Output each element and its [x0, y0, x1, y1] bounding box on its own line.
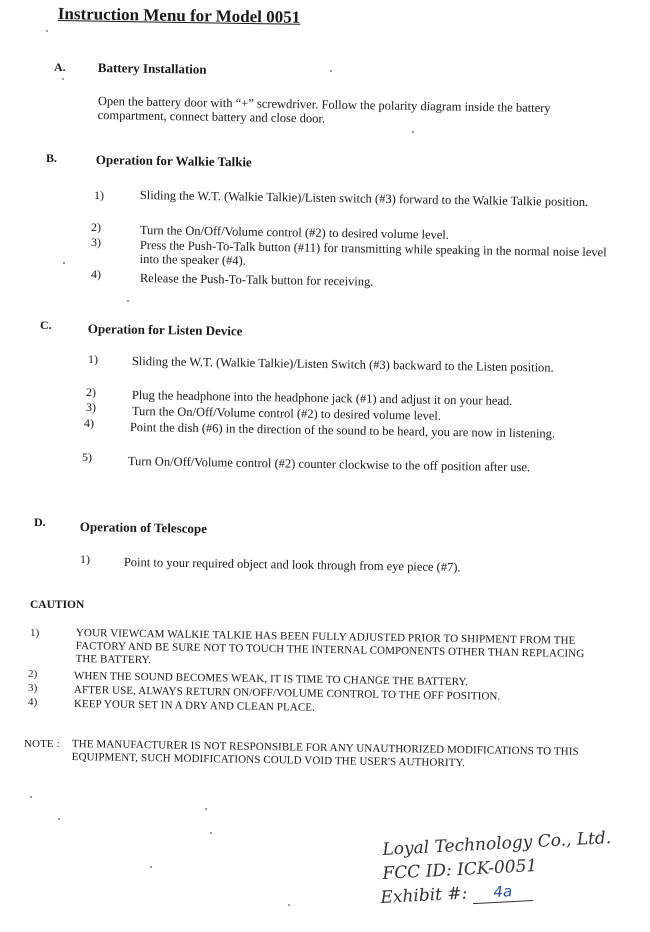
section-d-item-1-text: Point to your required object and look through from eye piece (#7). — [123, 555, 461, 575]
section-d-letter: D. — [34, 515, 46, 529]
scan-speck — [205, 808, 207, 810]
section-b-item-1-text: Sliding the W.T. (Walkie Talkie)/Listen switch (#3) forward to the Walkie Talkie position. — [139, 188, 589, 210]
section-a-letter: A. — [54, 60, 66, 74]
section-a-paragraph: Open the battery door with “+” screwdriver. Follow the polarity diagram inside the battery compartment, connect battery and close door. — [97, 94, 551, 126]
scan-speck — [127, 300, 129, 302]
caution-item-2-text: WHEN THE SOUND BECOMES WEAK, IT IS TIME TO CHANGE THE BATTERY. — [73, 670, 469, 689]
section-b-heading: Operation for Walkie Talkie — [95, 152, 252, 170]
section-c-item-2-text: Plug the headphone into the headphone jack (#1) and adjust it on your head. — [131, 388, 513, 408]
section-b-item-4-num: 4) — [91, 267, 101, 281]
scan-speck — [412, 131, 414, 133]
section-c-item-1-num: 1) — [88, 352, 98, 366]
section-d-item-1-num: 1) — [80, 552, 90, 566]
document-title: Instruction Menu for Model 0051 — [57, 4, 301, 27]
section-c-item-3-num: 3) — [86, 400, 96, 414]
section-b-letter: B. — [46, 151, 58, 165]
section-c-item-5-text: Turn On/Off/Volume control (#2) counter clockwise to the off position after use. — [127, 454, 531, 475]
scan-speck — [58, 818, 60, 820]
scan-speck — [30, 796, 32, 798]
scan-speck — [150, 866, 152, 868]
caution-item-4-text: KEEP YOUR SET IN A DRY AND CLEAN PLACE. — [73, 698, 316, 714]
stamp-exhibit — [380, 880, 533, 909]
caution-item-2-num: 2) — [28, 668, 38, 680]
scan-speck — [330, 70, 332, 72]
scan-speck — [63, 262, 65, 264]
note-label: NOTE : — [24, 738, 60, 750]
caution-item-4-num: 4) — [28, 696, 38, 708]
section-c-heading: Operation for Listen Device — [87, 321, 243, 339]
scan-speck — [210, 832, 212, 834]
caution-item-1-num: 1) — [30, 627, 40, 639]
section-b-item-3-text: Press the Push-To-Talk button (#11) for transmitting while speaking in the normal noise level into the speaker (#4). — [139, 238, 607, 268]
caution-item-3-text: AFTER USE, ALWAYS RETURN ON/OFF/VOLUME CONTROL TO THE OFF POSITION. — [73, 684, 501, 703]
stamp-exhibit-value: 4a — [492, 882, 513, 902]
section-c-item-5-num: 5) — [82, 450, 92, 464]
section-b-item-2-text: Turn the On/Off/Volume control (#2) to desired volume level. — [139, 223, 450, 242]
section-b-item-2-num: 2) — [91, 220, 101, 234]
section-c-item-1-text: Sliding the W.T. (Walkie Talkie)/Listen Switch (#3) backward to the Listen position. — [131, 354, 554, 375]
scan-speck — [46, 30, 48, 32]
caution-item-3-num: 3) — [28, 682, 38, 694]
caution-item-1-text: YOUR VIEWCAM WALKIE TALKIE HAS BEEN FULLY ADJUSTED PRIOR TO SHIPMENT FROM THE FACTORY AND BE SURE NOT TO TOUCH THE INTERNAL COMPONENTS OTHER THAN REPLACING THE BATTERY. — [75, 627, 585, 667]
caution-heading: CAUTION — [30, 599, 85, 611]
section-d-heading: Operation of Telescope — [79, 519, 208, 536]
section-c-letter: C. — [40, 318, 52, 332]
stamp-company: Loyal Technology Co., Ltd. — [382, 828, 612, 860]
section-b-item-3-num: 3) — [91, 235, 101, 249]
section-b-item-1-num: 1) — [94, 188, 104, 202]
section-c-item-4-num: 4) — [84, 416, 94, 430]
stamp-fcc-id: FCC ID: ICK-0051 — [382, 855, 538, 884]
section-c-item-4-text: Point the dish (#6) in the direction of the sound to be heard, you are now in listening. — [129, 420, 556, 441]
section-c-item-3-text: Turn the On/Off/Volume control (#2) to desired volume level. — [131, 404, 442, 423]
section-a-heading: Battery Installation — [97, 60, 207, 77]
scan-speck — [62, 78, 64, 80]
section-c-item-2-num: 2) — [86, 385, 96, 399]
section-b-item-4-text: Release the Push-To-Talk button for receiving. — [139, 271, 374, 289]
note-text: THE MANUFACTURER IS NOT RESPONSIBLE FOR ANY UNAUTHORIZED MODIFICATIONS TO THIS EQUIPMENT, SUCH MODIFICATIONS COULD VOID THE USER'S AUTHORITY. — [71, 738, 579, 770]
stamp-exhibit-label: Exhibit #: — [380, 883, 468, 908]
scan-speck — [288, 904, 290, 906]
stamp-exhibit-field — [472, 880, 533, 904]
